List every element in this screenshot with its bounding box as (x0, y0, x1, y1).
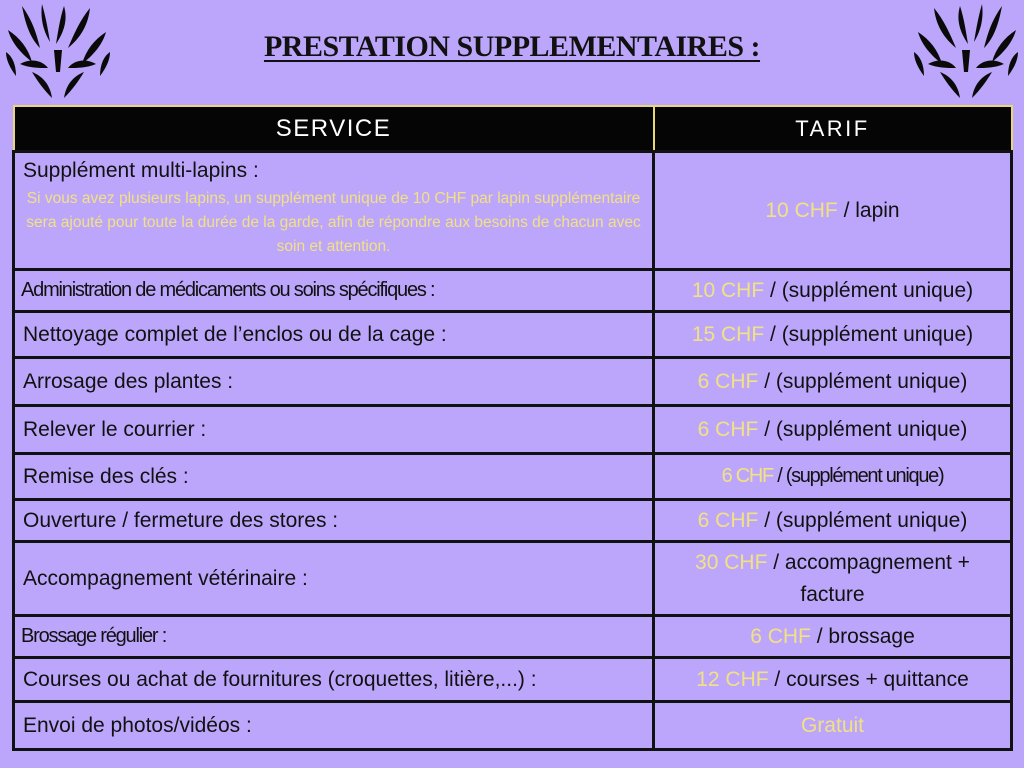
service-cell: Relever le courrier : (14, 406, 654, 454)
price-amount: 6 CHF (697, 417, 759, 441)
service-note: Si vous avez plusieurs lapins, un supplément unique de 10 CHF par lapin supplémentaire sera ajouté pour toute la durée de la garde, afin de répondre aux besoins de chacun avec soin et attention. (26, 190, 641, 255)
price-cell (654, 542, 1012, 616)
table-row (14, 358, 1012, 406)
service-cell: Accompagnement vétérinaire : (14, 542, 654, 616)
table-row (14, 312, 1012, 358)
price-cell (654, 500, 1012, 542)
page-title: PRESTATION SUPPLEMENTAIRES : (263, 30, 761, 63)
price-amount: 6 CHF (697, 369, 759, 393)
price-cell (654, 312, 1012, 358)
price-unit: / lapin (837, 198, 900, 222)
price-amount: 6 CHF (697, 508, 759, 532)
table-row (14, 500, 1012, 542)
service-cell (14, 152, 654, 270)
price-cell (654, 616, 1012, 658)
price-amount: 12 CHF (696, 667, 769, 691)
price-amount: Gratuit (800, 713, 865, 737)
pricing-table (12, 105, 1013, 751)
price-amount: 6 CHF (721, 465, 773, 487)
service-cell: Remise des clés : (14, 454, 654, 500)
price-cell (654, 358, 1012, 406)
column-header-service: SERVICE (14, 106, 654, 152)
column-header-tarif: TARIF (654, 106, 1012, 152)
price-unit: / (supplément unique) (764, 278, 974, 302)
service-cell: Nettoyage complet de l’enclos ou de la cage : (14, 312, 654, 358)
price-unit: / (supplément unique) (772, 465, 944, 487)
table-row (14, 616, 1012, 658)
table-header-row (14, 106, 1012, 152)
table-row (14, 702, 1012, 750)
table-row (14, 454, 1012, 500)
price-cell (654, 702, 1012, 750)
table-row (14, 658, 1012, 702)
service-cell: Brossage régulier : (14, 616, 654, 658)
price-cell (654, 454, 1012, 500)
service-label: Supplément multi-lapins : (23, 159, 259, 182)
price-unit: / (supplément unique) (758, 417, 968, 441)
price-unit: / (supplément unique) (758, 508, 968, 532)
service-cell: Administration de médicaments ou soins spécifiques : (14, 270, 654, 312)
price-cell (654, 658, 1012, 702)
price-amount: 6 CHF (750, 624, 811, 648)
table-row (14, 406, 1012, 454)
price-cell (654, 270, 1012, 312)
price-cell (654, 152, 1012, 270)
service-cell: Ouverture / fermeture des stores : (14, 500, 654, 542)
price-amount: 15 CHF (691, 322, 765, 346)
service-cell: Envoi de photos/vidéos : (14, 702, 654, 750)
price-amount: 10 CHF (691, 278, 765, 302)
service-cell: Arrosage des plantes : (14, 358, 654, 406)
service-cell: Courses ou achat de fournitures (croquettes, litière,...) : (14, 658, 654, 702)
price-amount: 10 CHF (765, 198, 838, 222)
price-unit: / brossage (810, 624, 915, 648)
price-cell (654, 406, 1012, 454)
table-row (14, 270, 1012, 312)
price-unit: / courses + quittance (768, 667, 969, 691)
price-amount: 30 CHF (695, 550, 768, 574)
price-unit: / accompagnement + facture (767, 550, 970, 606)
price-unit: / (supplément unique) (764, 322, 974, 346)
price-unit: / (supplément unique) (758, 369, 968, 393)
table-row (14, 542, 1012, 616)
table-row (14, 152, 1012, 270)
